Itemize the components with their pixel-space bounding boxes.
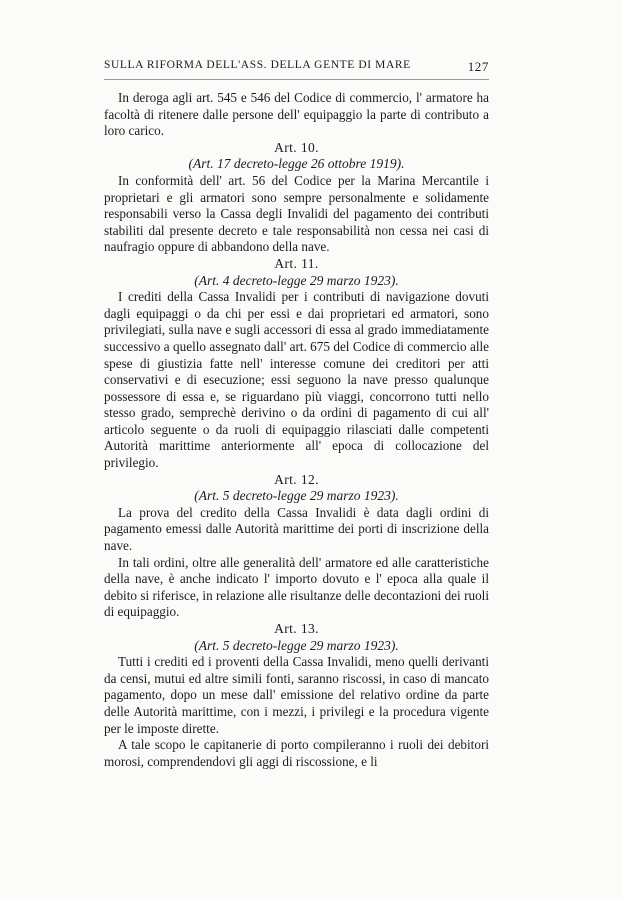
article-title: Art. 10. [274,139,319,155]
article-paragraph: La prova del credito della Cassa Invalidi è data dagli ordini di pagamento emessi dalle Autorità marittime dei porti di inscrizione della nave. [104,504,489,554]
article-paragraph: In tali ordini, oltre alle generalità dell' armatore ed alle caratteristiche della nave, è anche indicato l' importo dovuto e l' epoca alla quale il debito si riferisce, in relazione alle risultanze delle decontazioni dei ruoli di equipaggio. [104,554,489,620]
page-body [104,90,489,770]
article-paragraph: In conformità dell' art. 56 del Codice per la Marina Mercantile i proprietari e gli armatori sono sempre personalmente e solidamente responsabili verso la Cassa degli Invalidi del pagamento dei contributi stabiliti dal presente decreto e tale responsabilità non cessa nei casi di naufragio oppure di abbandono della nave. [104,172,489,255]
article-paragraph: I crediti della Cassa Invalidi per i contributi di navigazione dovuti dagli equipaggi o da chi per essi e dai proprietari ed armatori, sono privilegiati, sulla nave e sugli accessori di essa al grado immediatamente successivo a quello assegnato dall' art. 675 del Codice di commercio alle spese di giustizia fatte nell' interesse comune dei creditori per atti conservativi e di esecuzione; essi seguono la nave presso qualunque possessore di essa e, se riguardano più viaggi, concorrono tutti nello stesso grado, semprechè derivino o da ordini di pagamento di cui all' articolo seguente o da ruoli di equipaggio rilasciati dalle competenti Autorità marittime anteriormente all' epoca di collocazione del privilegio. [104,289,489,471]
article-paragraph: A tale scopo le capitanerie di porto compileranno i ruoli dei debitori morosi, comprendendovi gli aggi di riscossione, e li [104,737,489,769]
running-head: SULLA RIFORMA DELL'ASS. DELLA GENTE DI MARE [104,59,411,71]
article-12 [104,472,489,621]
article-reference: (Art. 5 decreto-legge 29 marzo 1923). [194,488,399,504]
article-title: Art. 11. [274,255,319,271]
article-paragraph: Tutti i crediti ed i proventi della Cassa Invalidi, meno quelli derivanti da censi, mutui ed altre simili fonti, saranno riscossi, in caso di mancato pagamento, dopo un mese dall' emissione del relativo ordine da parte delle Autorità marittime, con i mezzi, i privilegi e la procedura vigente per le imposte dirette. [104,654,489,736]
page-header [104,59,489,75]
header-rule [104,79,489,80]
article-reference: (Art. 17 decreto-legge 26 ottobre 1919). [188,156,405,172]
article-reference: (Art. 5 decreto-legge 29 marzo 1923). [194,637,399,653]
article-title: Art. 13. [274,621,319,636]
article-11 [104,256,489,472]
page-number: 127 [467,59,489,74]
article-10 [104,140,489,256]
intro-paragraph: In deroga agli art. 545 e 546 del Codice di commercio, l' armatore ha facoltà di ritenere dalle persone dell' equipaggio la parte di contributo a loro carico. [104,90,489,139]
article-title: Art. 12. [274,471,319,487]
article-reference: (Art. 4 decreto-legge 29 marzo 1923). [194,272,399,288]
article-13 [104,621,489,770]
